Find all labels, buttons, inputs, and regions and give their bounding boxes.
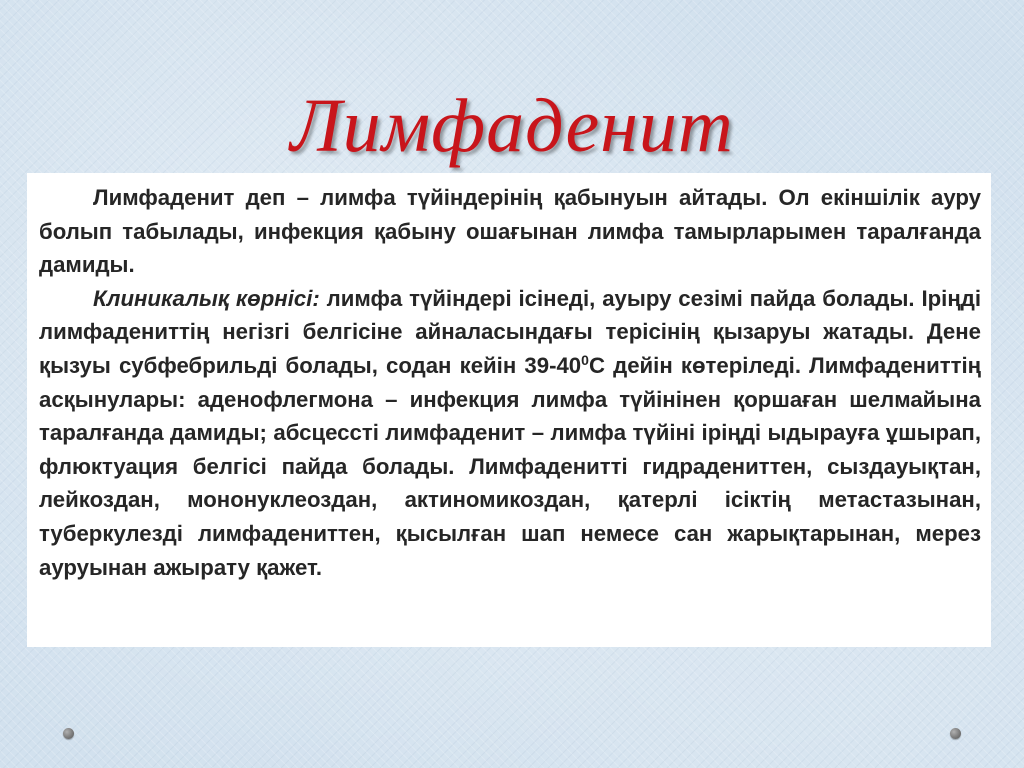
clinical-paragraph: [39, 282, 981, 584]
clinical-label: Клиникалық көрнісі:: [93, 285, 320, 311]
clinical-text-part1: лимфа түйіндері ісінеді, ауыру сезімі пайда болады. Іріңді лимфадениттің негізгі белгісіне айналасындағы терісінің қызаруы жатады. Дене қызуы субфебрильді болады, содан кейін 39-40: [39, 285, 981, 378]
definition-paragraph: Лимфаденит деп – лимфа түйіндерінің қабынуын айтады. Ол екіншілік ауру болып табылады, инфекция қабыну ошағынан лимфа тамырларымен таралғанда дамиды.: [39, 185, 981, 278]
nav-dot-right: [950, 728, 961, 739]
content-text-box: [27, 173, 991, 647]
nav-dot-left: [63, 728, 74, 739]
slide-title: Лимфаденит: [290, 84, 734, 168]
degree-superscript: 0: [581, 351, 589, 368]
clinical-text-part2: С дейін көтеріледі. Лимфадениттің асқынулары: аденофлегмона – инфекция лимфа түйінінен қоршаған шелмайына таралғанда дамиды; абсцессті лимфаденит – лимфа түйіні іріңді ыдырауға ұшырап, флюктуация белгісі пайда болады. Лимфаденитті гидрадениттен, сыздауықтан, лейкоздан, мононуклеоздан, актиномикоздан, қатерлі ісіктің метастазынан, туберкулезді лимфадениттен, қысылған шап немесе сан жарықтарынан, мерез ауруынан ажырату қажет.: [39, 352, 982, 580]
